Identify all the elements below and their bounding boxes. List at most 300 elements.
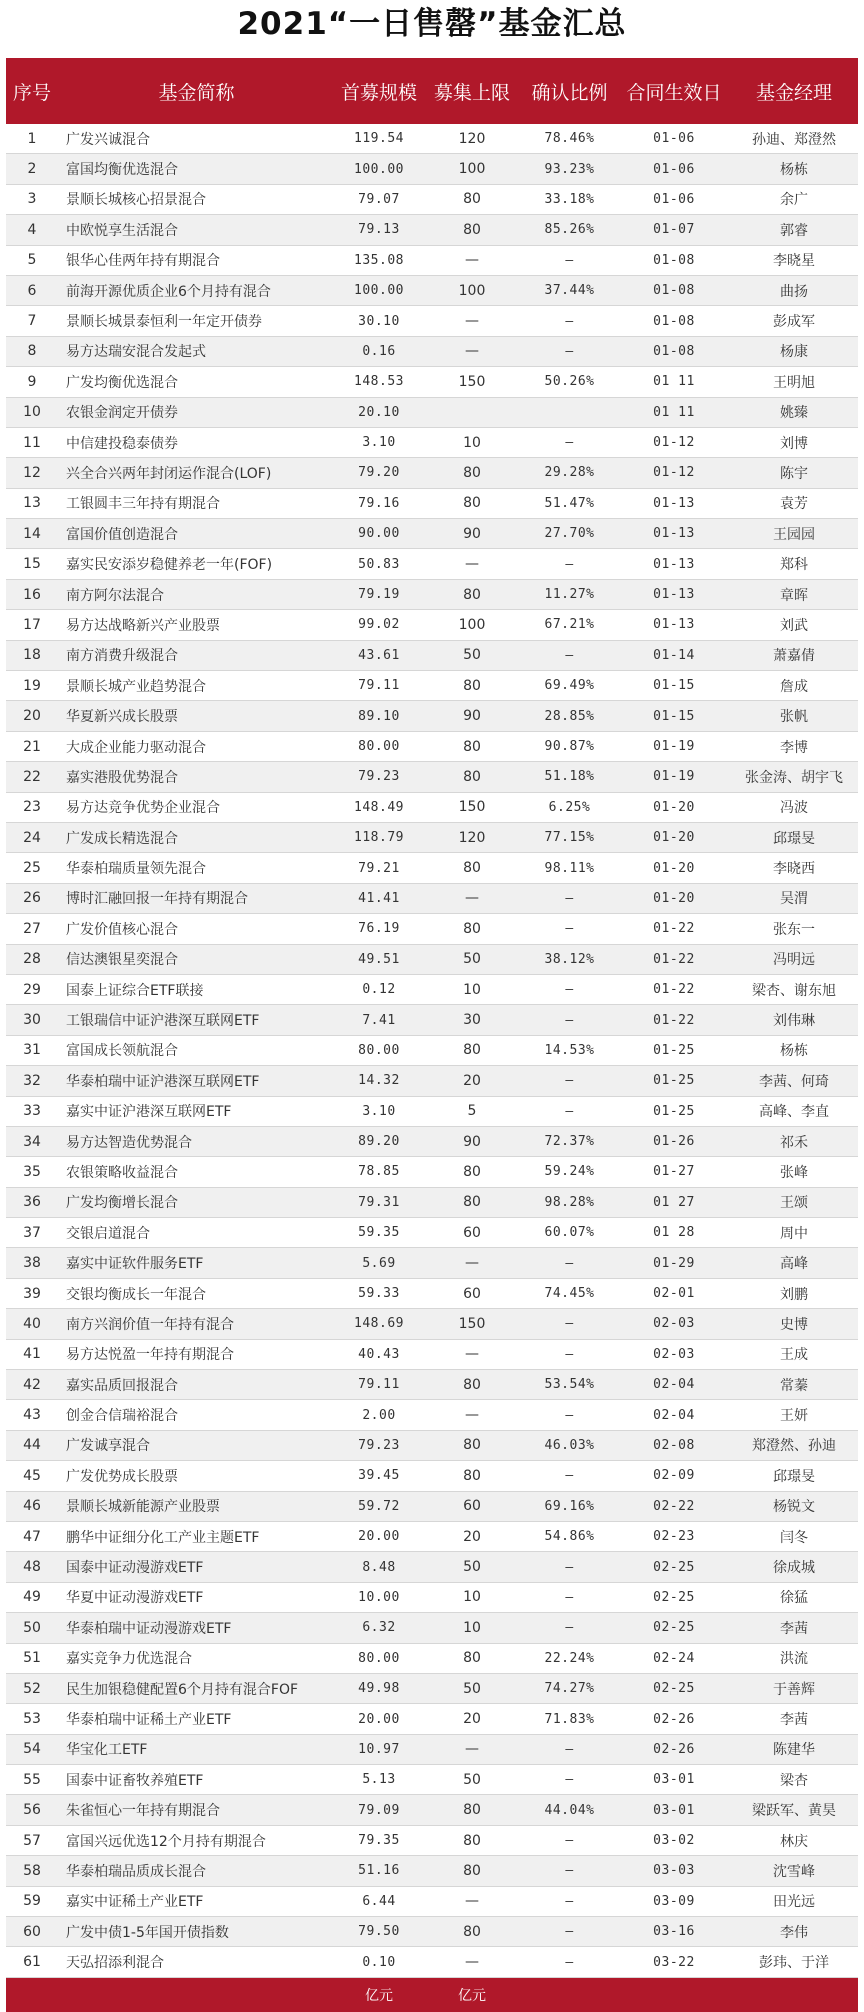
- cell-manager: 詹成: [730, 671, 858, 701]
- cell-index: 12: [6, 458, 58, 488]
- table-row: [6, 336, 858, 366]
- cell-ratio: —: [521, 1582, 618, 1612]
- cell-cap: 80: [423, 671, 521, 701]
- cell-manager: 闫冬: [730, 1521, 858, 1551]
- footer-ratio: [521, 1977, 618, 2012]
- cell-cap: 80: [423, 1370, 521, 1400]
- cell-initial-size: 51.16: [335, 1856, 423, 1886]
- cell-fund-name: 富国成长领航混合: [58, 1035, 335, 1065]
- cell-index: 37: [6, 1218, 58, 1248]
- cell-initial-size: 3.10: [335, 427, 423, 457]
- cell-fund-name: 民生加银稳健配置6个月持有混合FOF: [58, 1673, 335, 1703]
- cell-ratio: —: [521, 1825, 618, 1855]
- cell-ratio: —: [521, 306, 618, 336]
- cell-index: 58: [6, 1856, 58, 1886]
- cell-ratio: 44.04%: [521, 1795, 618, 1825]
- cell-effective-date: 02-25: [618, 1613, 730, 1643]
- table-row: [6, 1552, 858, 1582]
- cell-effective-date: 01-26: [618, 1126, 730, 1156]
- table-body: [6, 124, 858, 1977]
- page-title: 2021“一日售罄”基金汇总: [237, 6, 627, 42]
- cell-fund-name: 银华心佳两年持有期混合: [58, 245, 335, 275]
- cell-index: 42: [6, 1370, 58, 1400]
- cell-effective-date: 02-25: [618, 1582, 730, 1612]
- cell-effective-date: 01-08: [618, 306, 730, 336]
- cell-cap: 80: [423, 1035, 521, 1065]
- cell-initial-size: 59.35: [335, 1218, 423, 1248]
- cell-fund-name: 华泰柏瑞中证动漫游戏ETF: [58, 1613, 335, 1643]
- cell-effective-date: 01-20: [618, 883, 730, 913]
- cell-effective-date: 01-25: [618, 1096, 730, 1126]
- cell-index: 25: [6, 853, 58, 883]
- cell-ratio: 11.27%: [521, 579, 618, 609]
- cell-manager: 李伟: [730, 1917, 858, 1947]
- cell-ratio: 29.28%: [521, 458, 618, 488]
- cell-effective-date: 01-25: [618, 1066, 730, 1096]
- table-row: [6, 1825, 858, 1855]
- cell-manager: 李茜: [730, 1613, 858, 1643]
- cell-manager: 曲扬: [730, 275, 858, 305]
- cell-initial-size: 10.00: [335, 1582, 423, 1612]
- cell-index: 45: [6, 1461, 58, 1491]
- cell-initial-size: 76.19: [335, 914, 423, 944]
- table-row: [6, 1187, 858, 1217]
- cell-fund-name: 景顺长城产业趋势混合: [58, 671, 335, 701]
- cell-ratio: 50.26%: [521, 367, 618, 397]
- cell-cap: —: [423, 1947, 521, 1977]
- cell-cap: 80: [423, 1430, 521, 1460]
- cell-ratio: —: [521, 1917, 618, 1947]
- table-row: [6, 1947, 858, 1977]
- cell-manager: 梁杏、谢东旭: [730, 974, 858, 1004]
- cell-manager: 郑科: [730, 549, 858, 579]
- cell-effective-date: 01-13: [618, 519, 730, 549]
- cell-index: 32: [6, 1066, 58, 1096]
- cell-manager: 冯明远: [730, 944, 858, 974]
- cell-initial-size: 59.33: [335, 1278, 423, 1308]
- cell-cap: —: [423, 1886, 521, 1916]
- column-header-cap: 募集上限: [423, 58, 521, 124]
- cell-initial-size: 43.61: [335, 640, 423, 670]
- cell-ratio: —: [521, 1339, 618, 1369]
- cell-index: 19: [6, 671, 58, 701]
- cell-fund-name: 富国兴远优选12个月持有期混合: [58, 1825, 335, 1855]
- table-row: [6, 1157, 858, 1187]
- table-row: [6, 944, 858, 974]
- cell-effective-date: 01-06: [618, 124, 730, 154]
- cell-fund-name: 华泰柏瑞品质成长混合: [58, 1856, 335, 1886]
- cell-effective-date: 03-01: [618, 1795, 730, 1825]
- cell-manager: 于善辉: [730, 1673, 858, 1703]
- cell-fund-name: 农银金润定开债券: [58, 397, 335, 427]
- cell-effective-date: 03-09: [618, 1886, 730, 1916]
- cell-cap: 20: [423, 1066, 521, 1096]
- cell-cap: 50: [423, 1765, 521, 1795]
- cell-cap: [423, 397, 521, 427]
- cell-cap: 90: [423, 1126, 521, 1156]
- cell-fund-name: 华宝化工ETF: [58, 1734, 335, 1764]
- cell-effective-date: 01-20: [618, 792, 730, 822]
- cell-initial-size: 6.44: [335, 1886, 423, 1916]
- cell-effective-date: 01 11: [618, 397, 730, 427]
- table-row: [6, 579, 858, 609]
- cell-index: 56: [6, 1795, 58, 1825]
- cell-initial-size: 6.32: [335, 1613, 423, 1643]
- footer-effective-date: [618, 1977, 730, 2012]
- cell-initial-size: 20.00: [335, 1704, 423, 1734]
- cell-fund-name: 景顺长城新能源产业股票: [58, 1491, 335, 1521]
- cell-cap: 10: [423, 1613, 521, 1643]
- cell-manager: 李晓西: [730, 853, 858, 883]
- cell-cap: 90: [423, 701, 521, 731]
- cell-manager: 李茜: [730, 1704, 858, 1734]
- cell-effective-date: 01-08: [618, 336, 730, 366]
- cell-ratio: 78.46%: [521, 124, 618, 154]
- cell-effective-date: 02-04: [618, 1400, 730, 1430]
- cell-initial-size: 89.20: [335, 1126, 423, 1156]
- table-row: [6, 1005, 858, 1035]
- cell-index: 14: [6, 519, 58, 549]
- cell-initial-size: 7.41: [335, 1005, 423, 1035]
- cell-fund-name: 易方达瑞安混合发起式: [58, 336, 335, 366]
- cell-initial-size: 100.00: [335, 275, 423, 305]
- cell-ratio: 46.03%: [521, 1430, 618, 1460]
- cell-fund-name: 农银策略收益混合: [58, 1157, 335, 1187]
- cell-effective-date: 03-02: [618, 1825, 730, 1855]
- cell-ratio: 33.18%: [521, 184, 618, 214]
- cell-manager: 王园园: [730, 519, 858, 549]
- cell-ratio: 59.24%: [521, 1157, 618, 1187]
- cell-cap: —: [423, 1248, 521, 1278]
- cell-ratio: —: [521, 1886, 618, 1916]
- footer-manager: [730, 1977, 858, 2012]
- cell-manager: 袁芳: [730, 488, 858, 518]
- cell-effective-date: 02-25: [618, 1673, 730, 1703]
- table-row: [6, 1126, 858, 1156]
- cell-fund-name: 鹏华中证细分化工产业主题ETF: [58, 1521, 335, 1551]
- cell-manager: 彭成军: [730, 306, 858, 336]
- cell-fund-name: 南方兴润价值一年持有混合: [58, 1309, 335, 1339]
- cell-initial-size: 99.02: [335, 610, 423, 640]
- cell-initial-size: 79.19: [335, 579, 423, 609]
- cell-ratio: —: [521, 1765, 618, 1795]
- cell-ratio: —: [521, 245, 618, 275]
- cell-fund-name: 创金合信瑞裕混合: [58, 1400, 335, 1430]
- cell-initial-size: 79.23: [335, 1430, 423, 1460]
- cell-cap: —: [423, 306, 521, 336]
- cell-initial-size: 59.72: [335, 1491, 423, 1521]
- cell-effective-date: 02-09: [618, 1461, 730, 1491]
- cell-initial-size: 79.07: [335, 184, 423, 214]
- cell-manager: 刘博: [730, 427, 858, 457]
- cell-index: 11: [6, 427, 58, 457]
- table-header: [6, 58, 858, 124]
- column-header-fund-name: 基金简称: [58, 58, 335, 124]
- cell-index: 29: [6, 974, 58, 1004]
- cell-manager: 刘武: [730, 610, 858, 640]
- cell-index: 60: [6, 1917, 58, 1947]
- cell-fund-name: 大成企业能力驱动混合: [58, 731, 335, 761]
- table-row: [6, 1309, 858, 1339]
- table-row: [6, 1491, 858, 1521]
- cell-ratio: —: [521, 640, 618, 670]
- cell-index: 21: [6, 731, 58, 761]
- cell-index: 43: [6, 1400, 58, 1430]
- cell-fund-name: 易方达悦盈一年持有期混合: [58, 1339, 335, 1369]
- cell-ratio: 74.45%: [521, 1278, 618, 1308]
- cell-ratio: —: [521, 1734, 618, 1764]
- cell-index: 5: [6, 245, 58, 275]
- cell-fund-name: 广发优势成长股票: [58, 1461, 335, 1491]
- cell-initial-size: 41.41: [335, 883, 423, 913]
- cell-effective-date: 01-29: [618, 1248, 730, 1278]
- cell-manager: 梁跃军、黄昊: [730, 1795, 858, 1825]
- table-row: [6, 1795, 858, 1825]
- table-row: [6, 488, 858, 518]
- cell-initial-size: 20.00: [335, 1521, 423, 1551]
- cell-manager: 彭玮、于洋: [730, 1947, 858, 1977]
- cell-effective-date: 01-12: [618, 427, 730, 457]
- cell-index: 15: [6, 549, 58, 579]
- cell-cap: 80: [423, 184, 521, 214]
- cell-ratio: 51.47%: [521, 488, 618, 518]
- cell-cap: —: [423, 1400, 521, 1430]
- cell-fund-name: 天弘招添利混合: [58, 1947, 335, 1977]
- cell-initial-size: 89.10: [335, 701, 423, 731]
- table-row: [6, 367, 858, 397]
- cell-fund-name: 景顺长城景泰恒利一年定开债券: [58, 306, 335, 336]
- cell-cap: —: [423, 245, 521, 275]
- cell-fund-name: 南方阿尔法混合: [58, 579, 335, 609]
- cell-ratio: 74.27%: [521, 1673, 618, 1703]
- cell-manager: 王明旭: [730, 367, 858, 397]
- cell-manager: 张帆: [730, 701, 858, 731]
- cell-effective-date: 01-22: [618, 974, 730, 1004]
- cell-effective-date: 01-22: [618, 914, 730, 944]
- cell-fund-name: 中信建投稳泰债券: [58, 427, 335, 457]
- cell-index: 47: [6, 1521, 58, 1551]
- cell-fund-name: 易方达竞争优势企业混合: [58, 792, 335, 822]
- table-row: [6, 1643, 858, 1673]
- table-row: [6, 974, 858, 1004]
- cell-cap: 120: [423, 124, 521, 154]
- cell-manager: 吴渭: [730, 883, 858, 913]
- cell-effective-date: 01-22: [618, 944, 730, 974]
- table-row: [6, 853, 858, 883]
- cell-initial-size: 0.12: [335, 974, 423, 1004]
- cell-cap: 150: [423, 367, 521, 397]
- cell-cap: 150: [423, 1309, 521, 1339]
- cell-initial-size: 39.45: [335, 1461, 423, 1491]
- cell-ratio: 98.11%: [521, 853, 618, 883]
- cell-fund-name: 富国均衡优选混合: [58, 154, 335, 184]
- cell-index: 27: [6, 914, 58, 944]
- cell-fund-name: 嘉实民安添岁稳健养老一年(FOF): [58, 549, 335, 579]
- cell-effective-date: 02-26: [618, 1734, 730, 1764]
- cell-effective-date: 02-23: [618, 1521, 730, 1551]
- table-row: [6, 458, 858, 488]
- cell-ratio: —: [521, 1552, 618, 1582]
- cell-manager: 邱璟旻: [730, 1461, 858, 1491]
- cell-cap: 80: [423, 579, 521, 609]
- cell-effective-date: 02-22: [618, 1491, 730, 1521]
- cell-effective-date: 01-13: [618, 549, 730, 579]
- cell-fund-name: 广发兴诚混合: [58, 124, 335, 154]
- cell-fund-name: 交银均衡成长一年混合: [58, 1278, 335, 1308]
- cell-index: 53: [6, 1704, 58, 1734]
- cell-effective-date: 03-16: [618, 1917, 730, 1947]
- cell-fund-name: 华夏新兴成长股票: [58, 701, 335, 731]
- cell-initial-size: 90.00: [335, 519, 423, 549]
- column-header-manager: 基金经理: [730, 58, 858, 124]
- cell-manager: 陈建华: [730, 1734, 858, 1764]
- cell-initial-size: 49.98: [335, 1673, 423, 1703]
- footer-cap: 亿元: [423, 1977, 521, 2012]
- cell-fund-name: 华泰柏瑞中证沪港深互联网ETF: [58, 1066, 335, 1096]
- cell-manager: 徐猛: [730, 1582, 858, 1612]
- cell-index: 1: [6, 124, 58, 154]
- cell-initial-size: 148.53: [335, 367, 423, 397]
- cell-index: 49: [6, 1582, 58, 1612]
- cell-fund-name: 嘉实中证稀土产业ETF: [58, 1886, 335, 1916]
- cell-fund-name: 富国价值创造混合: [58, 519, 335, 549]
- table-row: [6, 731, 858, 761]
- table-row: [6, 1734, 858, 1764]
- cell-cap: 80: [423, 762, 521, 792]
- cell-ratio: 69.49%: [521, 671, 618, 701]
- cell-cap: 100: [423, 275, 521, 305]
- column-header-initial-size: 首募规模: [335, 58, 423, 124]
- cell-index: 54: [6, 1734, 58, 1764]
- cell-index: 59: [6, 1886, 58, 1916]
- cell-manager: 杨栋: [730, 1035, 858, 1065]
- cell-ratio: —: [521, 1096, 618, 1126]
- cell-manager: 史博: [730, 1309, 858, 1339]
- column-header-effective-date: 合同生效日: [618, 58, 730, 124]
- cell-fund-name: 广发中债1-5年国开债指数: [58, 1917, 335, 1947]
- cell-initial-size: 80.00: [335, 731, 423, 761]
- cell-ratio: 85.26%: [521, 215, 618, 245]
- cell-manager: 张峰: [730, 1157, 858, 1187]
- cell-fund-name: 国泰中证畜牧养殖ETF: [58, 1765, 335, 1795]
- cell-effective-date: 01-13: [618, 579, 730, 609]
- cell-manager: 徐成城: [730, 1552, 858, 1582]
- header-row: [6, 58, 858, 124]
- cell-ratio: 53.54%: [521, 1370, 618, 1400]
- table-row: [6, 1673, 858, 1703]
- cell-manager: 沈雪峰: [730, 1856, 858, 1886]
- cell-ratio: 22.24%: [521, 1643, 618, 1673]
- cell-cap: 100: [423, 154, 521, 184]
- cell-initial-size: 79.50: [335, 1917, 423, 1947]
- cell-index: 13: [6, 488, 58, 518]
- cell-fund-name: 信达澳银星奕混合: [58, 944, 335, 974]
- cell-manager: 田光远: [730, 1886, 858, 1916]
- cell-manager: 邱璟旻: [730, 822, 858, 852]
- table-row: [6, 275, 858, 305]
- cell-manager: 高峰、李直: [730, 1096, 858, 1126]
- cell-effective-date: 02-26: [618, 1704, 730, 1734]
- cell-manager: 杨康: [730, 336, 858, 366]
- cell-cap: 80: [423, 731, 521, 761]
- cell-manager: 林庆: [730, 1825, 858, 1855]
- cell-cap: 80: [423, 853, 521, 883]
- table-row: [6, 124, 858, 154]
- cell-cap: 60: [423, 1491, 521, 1521]
- cell-initial-size: 118.79: [335, 822, 423, 852]
- cell-index: 61: [6, 1947, 58, 1977]
- table-row: [6, 306, 858, 336]
- cell-ratio: 37.44%: [521, 275, 618, 305]
- cell-ratio: 90.87%: [521, 731, 618, 761]
- fund-table: [6, 58, 858, 2012]
- cell-index: 51: [6, 1643, 58, 1673]
- cell-fund-name: 嘉实中证软件服务ETF: [58, 1248, 335, 1278]
- cell-manager: 刘鹏: [730, 1278, 858, 1308]
- cell-initial-size: 100.00: [335, 154, 423, 184]
- cell-effective-date: 01 28: [618, 1218, 730, 1248]
- table-row: [6, 762, 858, 792]
- cell-initial-size: 148.69: [335, 1309, 423, 1339]
- cell-initial-size: 0.10: [335, 1947, 423, 1977]
- table-row: [6, 883, 858, 913]
- cell-cap: —: [423, 1339, 521, 1369]
- cell-effective-date: 01-15: [618, 701, 730, 731]
- cell-index: 31: [6, 1035, 58, 1065]
- cell-ratio: —: [521, 549, 618, 579]
- cell-effective-date: 01-07: [618, 215, 730, 245]
- cell-manager: 常蓁: [730, 1370, 858, 1400]
- cell-ratio: 72.37%: [521, 1126, 618, 1156]
- cell-manager: 王妍: [730, 1400, 858, 1430]
- footer-index: [6, 1977, 58, 2012]
- cell-manager: 冯波: [730, 792, 858, 822]
- cell-index: 30: [6, 1005, 58, 1035]
- cell-index: 23: [6, 792, 58, 822]
- cell-effective-date: 01-19: [618, 731, 730, 761]
- table-row: [6, 1096, 858, 1126]
- cell-cap: 150: [423, 792, 521, 822]
- cell-ratio: —: [521, 1309, 618, 1339]
- cell-fund-name: 中欧悦享生活混合: [58, 215, 335, 245]
- cell-index: 38: [6, 1248, 58, 1278]
- cell-fund-name: 华泰柏瑞中证稀土产业ETF: [58, 1704, 335, 1734]
- cell-effective-date: 01-08: [618, 275, 730, 305]
- cell-cap: 10: [423, 427, 521, 457]
- cell-initial-size: 79.35: [335, 1825, 423, 1855]
- cell-effective-date: 02-04: [618, 1370, 730, 1400]
- cell-cap: 80: [423, 914, 521, 944]
- cell-manager: 李茜、何琦: [730, 1066, 858, 1096]
- cell-effective-date: 01-06: [618, 184, 730, 214]
- cell-initial-size: 50.83: [335, 549, 423, 579]
- table-row: [6, 792, 858, 822]
- cell-initial-size: 10.97: [335, 1734, 423, 1764]
- cell-cap: 80: [423, 1461, 521, 1491]
- cell-cap: 30: [423, 1005, 521, 1035]
- cell-index: 16: [6, 579, 58, 609]
- table-row: [6, 822, 858, 852]
- cell-fund-name: 国泰上证综合ETF联接: [58, 974, 335, 1004]
- cell-index: 40: [6, 1309, 58, 1339]
- cell-initial-size: 119.54: [335, 124, 423, 154]
- cell-cap: 80: [423, 458, 521, 488]
- cell-ratio: 14.53%: [521, 1035, 618, 1065]
- table-row: [6, 549, 858, 579]
- table-row: [6, 397, 858, 427]
- cell-initial-size: 5.69: [335, 1248, 423, 1278]
- cell-cap: 120: [423, 822, 521, 852]
